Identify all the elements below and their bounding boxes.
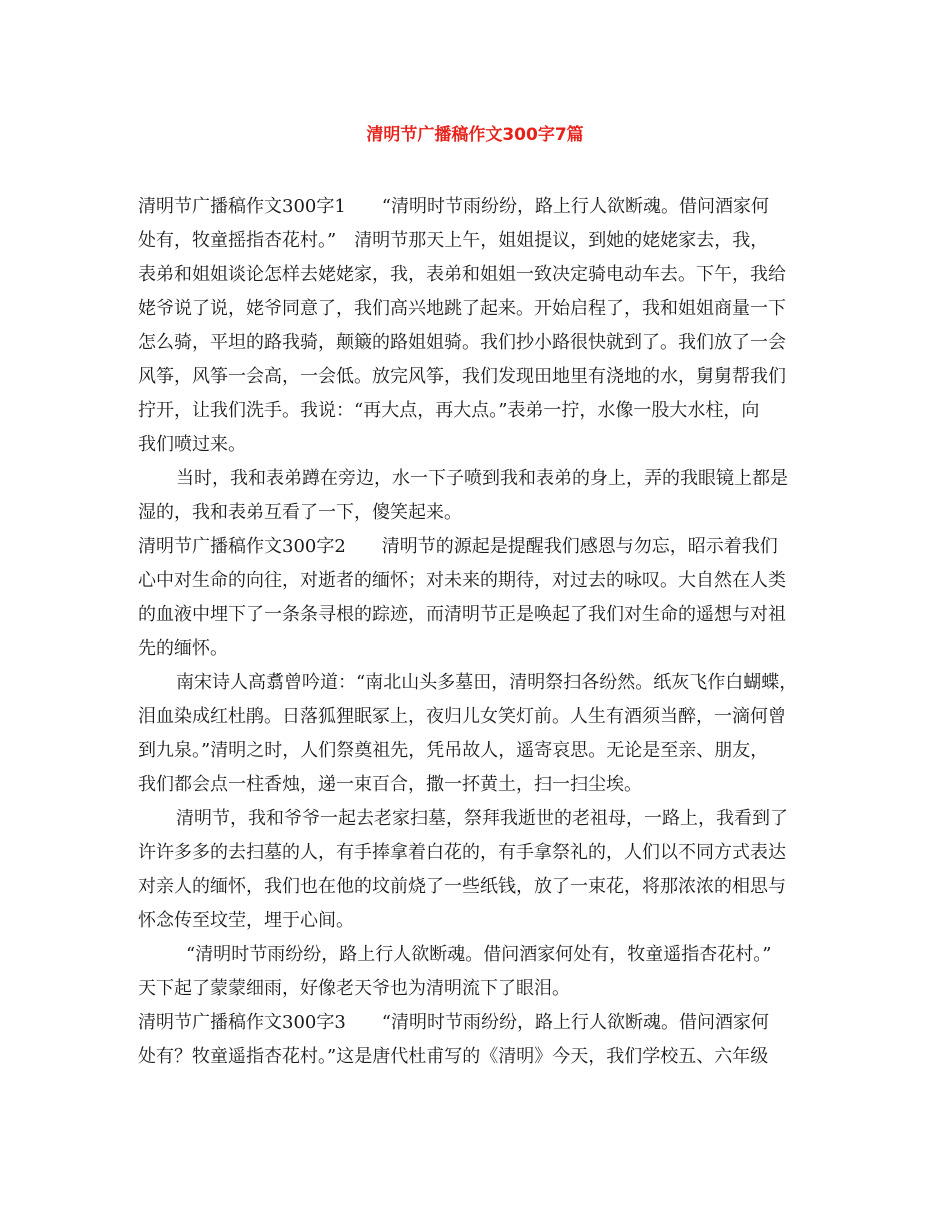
text-line: 清明节广播稿作文300字2 清明节的源起是提醒我们感恩与勿忘，昭示着我们 [138, 536, 778, 557]
text-line: 怀念传至坟茔，埋于心间。 [138, 910, 354, 931]
document-body [138, 190, 824, 1074]
text-line: 的血液中埋下了一条条寻根的踪迹，而清明节正是唤起了我们对生命的遥想与对祖 [138, 604, 786, 625]
text-line: 泪血染成红杜鹃。日落狐狸眠冢上，夜归儿女笑灯前。人生有酒须当醉，一滴何曾 [138, 706, 786, 727]
text-line: 清明节广播稿作文300字3 “清明时节雨纷纷，路上行人欲断魂。借问酒家何 [138, 1012, 770, 1033]
text-line: 我们都会点一柱香烛，递一束百合，撒一抔黄土，扫一扫尘埃。 [138, 774, 642, 795]
text-line: 拧开，让我们洗手。我说：“再大点，再大点。”表弟一拧，水像一股大水柱，向 [138, 400, 760, 421]
text-line: 风筝，风筝一会高，一会低。放完风筝，我们发现田地里有浇地的水，舅舅帮我们 [138, 366, 786, 387]
text-line: 到九泉。”清明之时，人们祭奠祖先，凭吊故人，遥寄哀思。无论是至亲、朋友， [138, 740, 769, 761]
document-title: 清明节广播稿作文300字7篇 [366, 125, 584, 145]
text-line: 清明节，我和爷爷一起去老家扫墓，祭拜我逝世的老祖母，一路上，我看到了 [176, 808, 788, 829]
text-line: 清明节广播稿作文300字1 “清明时节雨纷纷，路上行人欲断魂。借问酒家何 [138, 196, 770, 217]
text-line: 表弟和姐姐谈论怎样去姥姥家，我，表弟和姐姐一致决定骑电动车去。下午，我给 [138, 264, 786, 285]
text-line: 南宋诗人高翥曾吟道：“南北山头多墓田，清明祭扫各纷然。纸灰飞作白蝴蝶， [176, 672, 798, 693]
text-line: 许许多多的去扫墓的人，有手捧拿着白花的，有手拿祭礼的，人们以不同方式表达 [138, 842, 786, 863]
text-line: 处有？牧童遥指杏花村。”这是唐代杜甫写的《清明》今天，我们学校五、六年级 [138, 1046, 769, 1067]
text-line: 湿的，我和表弟互看了一下，傻笑起来。 [138, 502, 462, 523]
text-line: 怎么骑，平坦的路我骑，颠簸的路姐姐骑。我们抄小路很快就到了。我们放了一会 [138, 332, 786, 353]
text-line: 当时，我和表弟蹲在旁边，水一下子喷到我和表弟的身上，弄的我眼镜上都是 [176, 468, 788, 489]
text-line: 心中对生命的向往，对逝者的缅怀；对未来的期待，对过去的咏叹。大自然在人类 [138, 570, 786, 591]
text-line: 我们喷过来。 [138, 434, 246, 455]
text-line: 天下起了蒙蒙细雨，好像老天爷也为清明流下了眼泪。 [138, 978, 570, 999]
text-line: 处有，牧童摇指杏花村。” 清明节那天上午，姐姐提议，到她的姥姥家去，我， [138, 230, 769, 251]
text-line: “清明时节雨纷纷，路上行人欲断魂。借问酒家何处有，牧童遥指杏花村。” [186, 944, 772, 965]
text-line: 先的缅怀。 [138, 638, 228, 659]
text-line: 对亲人的缅怀，我们也在他的坟前烧了一些纸钱，放了一束花，将那浓浓的相思与 [138, 876, 786, 897]
text-line: 姥爷说了说，姥爷同意了，我们高兴地跳了起来。开始启程了，我和姐姐商量一下 [138, 298, 786, 319]
